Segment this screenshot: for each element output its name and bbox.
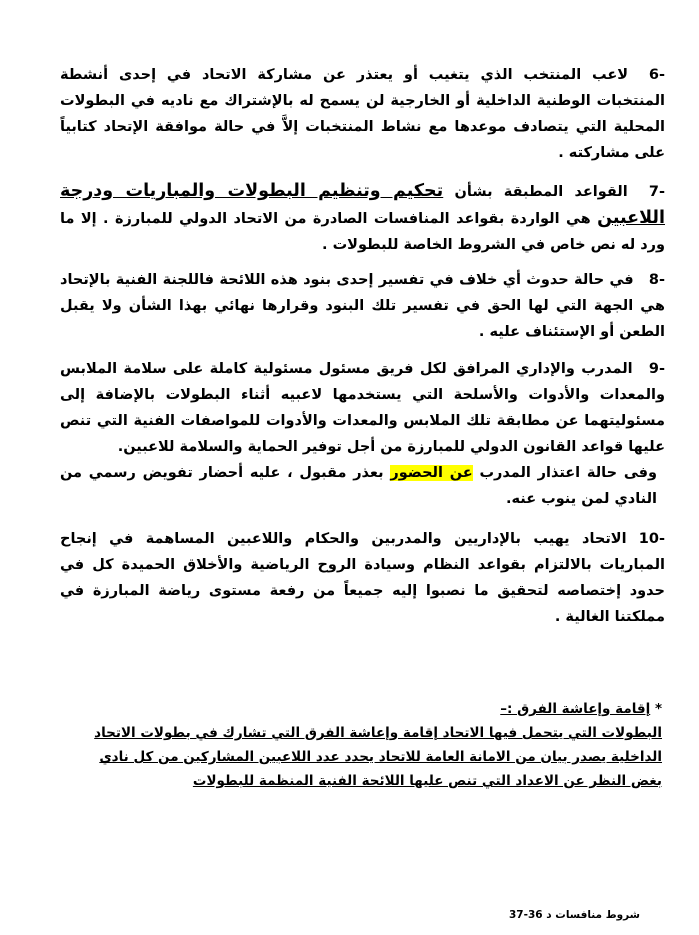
clause-text: المدرب والإداري المرافق لكل فريق مسئول مسئولية كاملة على سلامة الملابس والمعدات والأدوات والأسلحة التي يستخدمها لاعبيه أثناء البطولات بالإضافة إلى مسئوليتهما عن مطابقة تلك الملابس والمعدات والأدوات للمواصفات الفنية التي تنص عليها قواعد القانون الدولي للمبارزة من أجل توفير الحماية والسلامة للاعبين. [60,361,665,455]
clause-text-before: القواعد المطبقة بشأن [443,184,628,200]
clause-text: الاتحاد يهيب بالإداريين والمدربين والحكام واللاعبين المساهمة في إنجاح المباريات بالالتزام بقواعد النظام وسيادة الروح الرياضية والأخلاق الحميدة كل في حدود إختصاصه لتحقيق ما نصبوا إليه جميعاً من رفعة مستوى رياضة المبارزة في مملكتنا الغالية . [60,531,665,625]
clause-9 [60,356,665,512]
clause-7 [60,178,665,258]
clause-text-second [60,460,665,512]
section-line: الداخلية يصدر بيان من الامانة العامة للاتحاد يحدد عدد اللاعبين المشاركين من كل نادي [99,749,662,765]
section-line: بغض النظر عن الاعداد التي تنص عليها اللائحة الفنية المنظمة للبطولات [192,773,662,789]
section-line: البطولات التي يتحمل فيها الاتحاد إقامة وإعاشة الفرق التي تشارك في بطولات الاتحاد [94,725,662,741]
clause-text: في حالة حدوث أي خلاف في تفسير إحدى بنود هذه اللائحة فاللجنة الفنية بالإتحاد هي الجهة التي لها الحق في تفسير تلك البنود وقرارها نهائي بهذا الشأن ولا يقبل الطعن أو الإستئناف عليه . [60,272,665,340]
clause-number: -8 [648,272,665,288]
bullet-marker: * [654,701,662,717]
clause-10 [60,526,665,630]
page-footer: شروط منافسات د 36-37 [508,909,640,921]
clause-number: -6 [648,67,665,83]
clause-text2-before: وفى حالة اعتذار المدرب [472,465,658,481]
clause-number: -10 [638,531,665,547]
section-heading-row [76,697,662,721]
clause-text [60,181,665,253]
clause-text: لاعب المنتخب الذي يتغيب أو يعتذر عن مشاركة الاتحاد في إحدى أنشطة المنتخبات الوطنية الداخلية أو الخارجية لن يسمح له بالإشتراك مع ناديه في البطولات المحلية التي يتصادف موعدها مع نشاط المنتخبات إلاَّ في حالة موافقة الإتحاد كتابياً على مشاركته . [60,67,665,161]
clause-text-after: هي الواردة بقواعد المنافسات الصادرة من الاتحاد الدولي للمبارزة . إلا ما ورد له نص خاص في الشروط الخاصة للبطولات . [60,211,665,253]
clause-emphasis: تحكيم وتنظيم البطولات والمباريات ودرجة اللاعبين [60,181,665,228]
clause-text2-after: بعذر مقبول ، عليه أحضار تفويض رسمي من النادي لمن ينوب عنه. [60,465,657,507]
clause-8 [60,267,665,345]
highlighted-text: عن الحضور [390,465,473,481]
section-heading: إقامة وإعاشة الفرق :– [500,701,651,717]
accommodation-section [76,697,662,793]
clause-number: -7 [648,184,665,200]
clause-6 [60,62,665,166]
clause-number: -9 [648,361,665,377]
